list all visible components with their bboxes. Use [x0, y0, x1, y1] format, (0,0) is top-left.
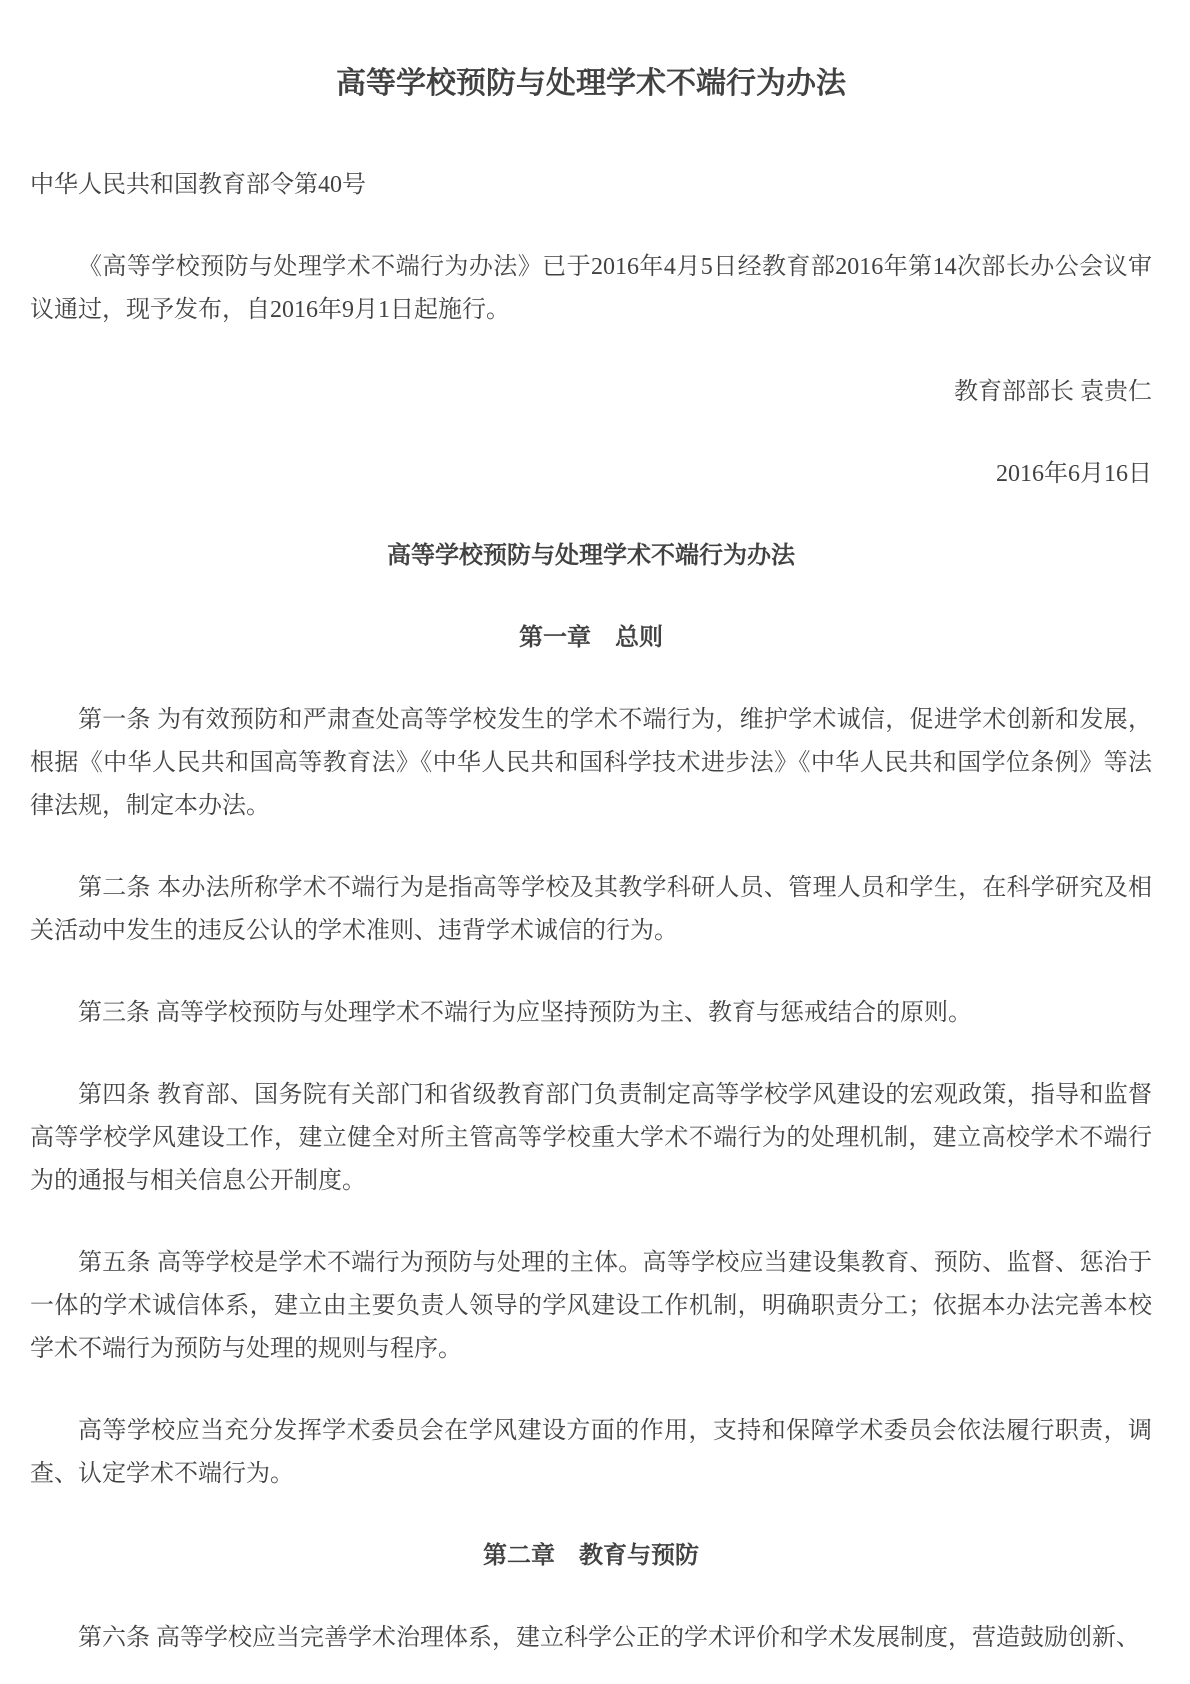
article-5-paragraph: 第五条 高等学校是学术不端行为预防与处理的主体。高等学校应当建设集教育、预防、监督、惩治于一体的学术诚信体系，建立由主要负责人领导的学风建设工作机制，明确职责分工；依据本办法完善本校学术不端行为预防与处理的规则与程序。	[30, 1250, 1152, 1362]
signature-line: 教育部部长 袁贵仁	[954, 379, 1152, 405]
document-title: 高等学校预防与处理学术不端行为办法	[336, 67, 846, 100]
article-6-paragraph: 第六条 高等学校应当完善学术治理体系，建立科学公正的学术评价和学术发展制度，营造鼓励创新、	[78, 1625, 1140, 1651]
announcement-paragraph: 《高等学校预防与处理学术不端行为办法》已于2016年4月5日经教育部2016年第14次部长办公会议审议通过，现予发布，自2016年9月1日起施行。	[30, 254, 1152, 323]
chapter-2-heading: 第二章 教育与预防	[483, 1543, 699, 1569]
chapter-1-heading: 第一章 总则	[519, 625, 663, 651]
article-5-continuation-paragraph: 高等学校应当充分发挥学术委员会在学风建设方面的作用，支持和保障学术委员会依法履行职责，调查、认定学术不端行为。	[30, 1418, 1152, 1487]
decree-number-line: 中华人民共和国教育部令第40号	[30, 172, 366, 198]
article-1-paragraph: 第一条 为有效预防和严肃查处高等学校发生的学术不端行为，维护学术诚信，促进学术创新和发展，根据《中华人民共和国高等教育法》《中华人民共和国科学技术进步法》《中华人民共和国学位条例》等法律法规，制定本办法。	[30, 707, 1152, 819]
document-subtitle: 高等学校预防与处理学术不端行为办法	[387, 543, 795, 569]
article-3-paragraph: 第三条 高等学校预防与处理学术不端行为应坚持预防为主、教育与惩戒结合的原则。	[78, 1000, 972, 1026]
article-4-paragraph: 第四条 教育部、国务院有关部门和省级教育部门负责制定高等学校学风建设的宏观政策，指导和监督高等学校学风建设工作，建立健全对所主管高等学校重大学术不端行为的处理机制，建立高校学术不端行为的通报与相关信息公开制度。	[30, 1082, 1152, 1194]
date-line: 2016年6月16日	[996, 461, 1152, 487]
article-2-paragraph: 第二条 本办法所称学术不端行为是指高等学校及其教学科研人员、管理人员和学生，在科学研究及相关活动中发生的违反公认的学术准则、违背学术诚信的行为。	[30, 875, 1152, 944]
